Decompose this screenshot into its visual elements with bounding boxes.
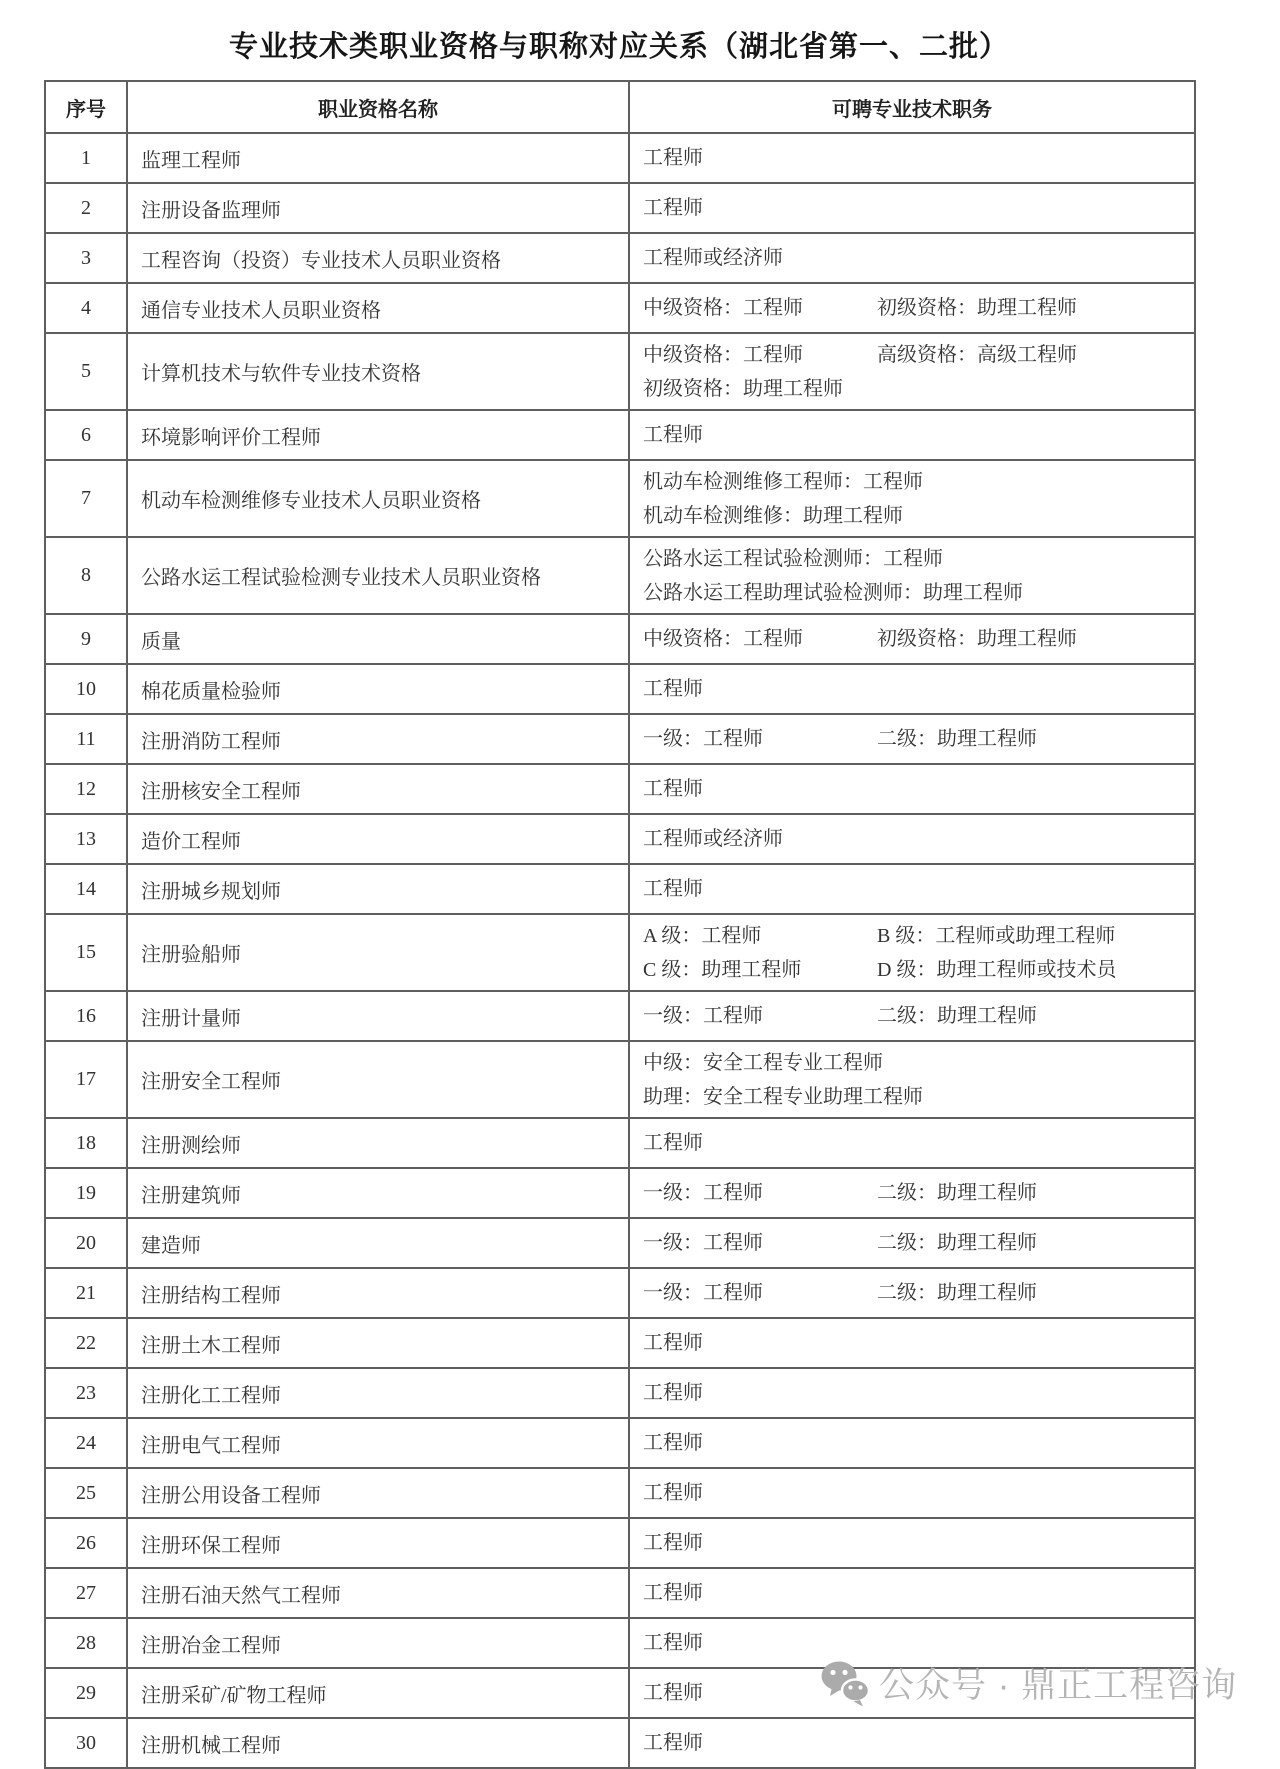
- row-number-cell: 20: [45, 1218, 127, 1268]
- row-number-cell: 3: [45, 233, 127, 283]
- position-line: [643, 191, 1188, 225]
- table-row: [45, 764, 1195, 814]
- position-line: [643, 1326, 1188, 1360]
- qualification-name-cell: 通信专业技术人员职业资格: [127, 283, 629, 333]
- position-segment: 二级：助理工程师: [877, 728, 1037, 750]
- table-row: [45, 664, 1195, 714]
- table-row: [45, 1218, 1195, 1268]
- table-body: [45, 133, 1195, 1768]
- qualification-name-cell: 建造师: [127, 1218, 629, 1268]
- position-line: [643, 141, 1188, 175]
- qualification-name-cell: 公路水运工程试验检测专业技术人员职业资格: [127, 537, 629, 614]
- position-segment: 工程师: [643, 147, 703, 169]
- table-row: [45, 333, 1195, 410]
- position-segment: 中级：安全工程专业工程师: [643, 1051, 883, 1074]
- position-line: [643, 1476, 1188, 1510]
- position-segment: 工程师: [643, 1632, 703, 1654]
- qualification-name-cell: 注册机械工程师: [127, 1718, 629, 1768]
- position-cell: [629, 1168, 1195, 1218]
- qualification-name-cell: 注册测绘师: [127, 1118, 629, 1168]
- qualification-name-cell: 工程咨询（投资）专业技术人员职业资格: [127, 233, 629, 283]
- table-row: [45, 991, 1195, 1041]
- row-number-cell: 5: [45, 333, 127, 410]
- position-cell: [629, 814, 1195, 864]
- position-line: [643, 722, 1188, 756]
- position-cell: [629, 1218, 1195, 1268]
- table-row: [45, 133, 1195, 183]
- position-line: [643, 1176, 1188, 1210]
- position-segment: 工程师: [643, 678, 703, 700]
- position-segment: 机动车检测维修：助理工程师: [643, 504, 903, 527]
- page-title: 专业技术类职业资格与职称对应关系（湖北省第一、二批）: [228, 31, 1009, 63]
- qualification-name-cell: 质量: [127, 614, 629, 664]
- table-row: [45, 537, 1195, 614]
- row-number-cell: 14: [45, 864, 127, 914]
- row-number-cell: 26: [45, 1518, 127, 1568]
- table-row: [45, 864, 1195, 914]
- position-cell: [629, 991, 1195, 1041]
- row-number-cell: 9: [45, 614, 127, 664]
- position-line: [643, 1426, 1188, 1460]
- position-line: [643, 772, 1188, 806]
- table-row: [45, 614, 1195, 664]
- table-row: [45, 914, 1195, 991]
- position-segment: 高级资格：高级工程师: [877, 343, 1077, 366]
- row-number-cell: 18: [45, 1118, 127, 1168]
- position-segment: 中级资格：工程师: [643, 343, 803, 366]
- qualification-name-cell: 注册公用设备工程师: [127, 1468, 629, 1518]
- position-cell: [629, 133, 1195, 183]
- qualification-name-cell: 注册计量师: [127, 991, 629, 1041]
- row-number-cell: 15: [45, 914, 127, 991]
- position-segment: 一级：工程师: [643, 1232, 763, 1254]
- table-row: [45, 1118, 1195, 1168]
- position-segment: 二级：助理工程师: [877, 1005, 1037, 1027]
- position-cell: [629, 1368, 1195, 1418]
- table-row: [45, 1268, 1195, 1318]
- position-line: [643, 1126, 1188, 1160]
- position-segment: 工程师: [643, 1732, 703, 1754]
- position-line: [643, 622, 1188, 656]
- position-line: [643, 1676, 1188, 1710]
- row-number-cell: 16: [45, 991, 127, 1041]
- qualification-name-cell: 棉花质量检验师: [127, 664, 629, 714]
- position-segment: 二级：助理工程师: [877, 1182, 1037, 1204]
- position-cell: [629, 1318, 1195, 1368]
- position-line: [643, 1276, 1188, 1310]
- table-row: [45, 814, 1195, 864]
- position-cell: [629, 714, 1195, 764]
- position-line: [643, 338, 1188, 372]
- position-segment: 一级：工程师: [643, 1282, 763, 1304]
- position-cell: [629, 1718, 1195, 1768]
- position-segment: 机动车检测维修工程师：工程师: [643, 470, 923, 493]
- position-cell: [629, 1568, 1195, 1618]
- row-number-cell: 2: [45, 183, 127, 233]
- position-line: [643, 576, 1188, 610]
- position-segment: 中级资格：工程师: [643, 628, 803, 650]
- table-row: [45, 714, 1195, 764]
- position-segment: 工程师: [643, 1132, 703, 1154]
- qualification-name-cell: 注册核安全工程师: [127, 764, 629, 814]
- row-number-cell: 11: [45, 714, 127, 764]
- row-number-cell: 29: [45, 1668, 127, 1718]
- position-cell: [629, 410, 1195, 460]
- table-row: [45, 1368, 1195, 1418]
- position-line: [643, 1576, 1188, 1610]
- position-line: [643, 1726, 1188, 1760]
- qualification-name-cell: 注册安全工程师: [127, 1041, 629, 1118]
- row-number-cell: 27: [45, 1568, 127, 1618]
- position-segment: 工程师: [643, 424, 703, 446]
- position-segment: 初级资格：助理工程师: [643, 377, 843, 400]
- table-header: [45, 81, 1195, 133]
- table-row: [45, 1418, 1195, 1468]
- position-segment: 工程师: [643, 878, 703, 900]
- position-segment: 工程师: [643, 1482, 703, 1504]
- position-line: [643, 542, 1188, 576]
- qualification-name-cell: 计算机技术与软件专业技术资格: [127, 333, 629, 410]
- position-line: [643, 372, 1188, 406]
- qualification-name-cell: 机动车检测维修专业技术人员职业资格: [127, 460, 629, 537]
- position-segment: B 级：工程师或助理工程师: [877, 924, 1116, 947]
- position-segment: 工程师或经济师: [643, 247, 783, 269]
- position-line: [643, 418, 1188, 452]
- position-cell: [629, 333, 1195, 410]
- position-cell: [629, 1518, 1195, 1568]
- position-segment: 工程师: [643, 1582, 703, 1604]
- qualification-table: [44, 80, 1196, 1769]
- qualification-name-cell: 注册石油天然气工程师: [127, 1568, 629, 1618]
- position-line: [643, 872, 1188, 906]
- watermark-text: 公众号 · 鼎正工程咨询: [879, 1666, 1238, 1705]
- position-segment: 初级资格：助理工程师: [877, 297, 1077, 319]
- row-number-cell: 13: [45, 814, 127, 864]
- position-line: [643, 1080, 1188, 1114]
- qualification-name-cell: 注册采矿/矿物工程师: [127, 1668, 629, 1718]
- table-row: [45, 1318, 1195, 1368]
- position-segment: A 级：工程师: [643, 924, 762, 947]
- qualification-name-cell: 注册冶金工程师: [127, 1618, 629, 1668]
- table-row: [45, 183, 1195, 233]
- qualification-name-cell: 造价工程师: [127, 814, 629, 864]
- table-row: [45, 460, 1195, 537]
- table-row: [45, 1718, 1195, 1768]
- qualification-name-cell: 注册设备监理师: [127, 183, 629, 233]
- position-cell: [629, 1118, 1195, 1168]
- header-cell-position: 可聘专业技术职务: [629, 81, 1195, 133]
- row-number-cell: 7: [45, 460, 127, 537]
- position-line: [643, 291, 1188, 325]
- table-row: [45, 233, 1195, 283]
- position-segment: 工程师: [643, 1332, 703, 1354]
- position-segment: 一级：工程师: [643, 1182, 763, 1204]
- position-line: [643, 953, 1188, 987]
- qualification-name-cell: 注册土木工程师: [127, 1318, 629, 1368]
- position-segment: 工程师或经济师: [643, 828, 783, 850]
- qualification-name-cell: 注册建筑师: [127, 1168, 629, 1218]
- row-number-cell: 21: [45, 1268, 127, 1318]
- row-number-cell: 4: [45, 283, 127, 333]
- position-cell: [629, 914, 1195, 991]
- table-row: [45, 283, 1195, 333]
- row-number-cell: 24: [45, 1418, 127, 1468]
- position-cell: [629, 864, 1195, 914]
- position-line: [643, 1376, 1188, 1410]
- position-cell: [629, 460, 1195, 537]
- position-cell: [629, 283, 1195, 333]
- row-number-cell: 22: [45, 1318, 127, 1368]
- position-line: [643, 465, 1188, 499]
- position-cell: [629, 537, 1195, 614]
- position-line: [643, 1526, 1188, 1560]
- position-cell: [629, 664, 1195, 714]
- position-segment: 工程师: [643, 1682, 703, 1704]
- table-row: [45, 1041, 1195, 1118]
- position-segment: 公路水运工程试验检测师：工程师: [643, 547, 943, 570]
- qualification-name-cell: 环境影响评价工程师: [127, 410, 629, 460]
- qualification-name-cell: 注册电气工程师: [127, 1418, 629, 1468]
- position-cell: [629, 233, 1195, 283]
- row-number-cell: 6: [45, 410, 127, 460]
- position-cell: [629, 1041, 1195, 1118]
- row-number-cell: 8: [45, 537, 127, 614]
- row-number-cell: 30: [45, 1718, 127, 1768]
- header-cell-number: 序号: [45, 81, 127, 133]
- table-row: [45, 1668, 1195, 1718]
- position-segment: D 级：助理工程师或技术员: [877, 958, 1117, 981]
- position-line: [643, 919, 1188, 953]
- row-number-cell: 19: [45, 1168, 127, 1218]
- position-segment: 二级：助理工程师: [877, 1282, 1037, 1304]
- position-segment: 助理：安全工程专业助理工程师: [643, 1085, 923, 1108]
- position-line: [643, 499, 1188, 533]
- position-segment: 一级：工程师: [643, 728, 763, 750]
- position-segment: 中级资格：工程师: [643, 297, 803, 319]
- position-line: [643, 1226, 1188, 1260]
- qualification-name-cell: 监理工程师: [127, 133, 629, 183]
- table-row: [45, 410, 1195, 460]
- qualification-name-cell: 注册化工工程师: [127, 1368, 629, 1418]
- position-segment: 一级：工程师: [643, 1005, 763, 1027]
- position-segment: C 级：助理工程师: [643, 958, 802, 981]
- position-cell: [629, 183, 1195, 233]
- table-row: [45, 1168, 1195, 1218]
- header-row: [45, 81, 1195, 133]
- qualification-name-cell: 注册城乡规划师: [127, 864, 629, 914]
- row-number-cell: 23: [45, 1368, 127, 1418]
- position-line: [643, 999, 1188, 1033]
- table-row: [45, 1518, 1195, 1568]
- position-cell: [629, 614, 1195, 664]
- position-cell: [629, 764, 1195, 814]
- row-number-cell: 1: [45, 133, 127, 183]
- row-number-cell: 25: [45, 1468, 127, 1518]
- position-segment: 工程师: [643, 778, 703, 800]
- position-line: [643, 241, 1188, 275]
- row-number-cell: 17: [45, 1041, 127, 1118]
- position-segment: 工程师: [643, 197, 703, 219]
- position-segment: 初级资格：助理工程师: [877, 628, 1077, 650]
- row-number-cell: 12: [45, 764, 127, 814]
- qualification-name-cell: 注册结构工程师: [127, 1268, 629, 1318]
- position-cell: [629, 1418, 1195, 1468]
- position-cell: [629, 1668, 1195, 1718]
- qualification-name-cell: 注册验船师: [127, 914, 629, 991]
- position-line: [643, 822, 1188, 856]
- position-cell: [629, 1468, 1195, 1518]
- table-row: [45, 1568, 1195, 1618]
- table-row: [45, 1468, 1195, 1518]
- header-cell-qualification: 职业资格名称: [127, 81, 629, 133]
- row-number-cell: 28: [45, 1618, 127, 1668]
- position-segment: 工程师: [643, 1432, 703, 1454]
- position-line: [643, 672, 1188, 706]
- qualification-name-cell: 注册消防工程师: [127, 714, 629, 764]
- position-segment: 公路水运工程助理试验检测师：助理工程师: [643, 581, 1023, 604]
- position-line: [643, 1626, 1188, 1660]
- position-segment: 工程师: [643, 1382, 703, 1404]
- table-row: [45, 1618, 1195, 1668]
- position-cell: [629, 1618, 1195, 1668]
- position-cell: [629, 1268, 1195, 1318]
- row-number-cell: 10: [45, 664, 127, 714]
- position-segment: 工程师: [643, 1532, 703, 1554]
- position-line: [643, 1046, 1188, 1080]
- position-segment: 二级：助理工程师: [877, 1232, 1037, 1254]
- qualification-name-cell: 注册环保工程师: [127, 1518, 629, 1568]
